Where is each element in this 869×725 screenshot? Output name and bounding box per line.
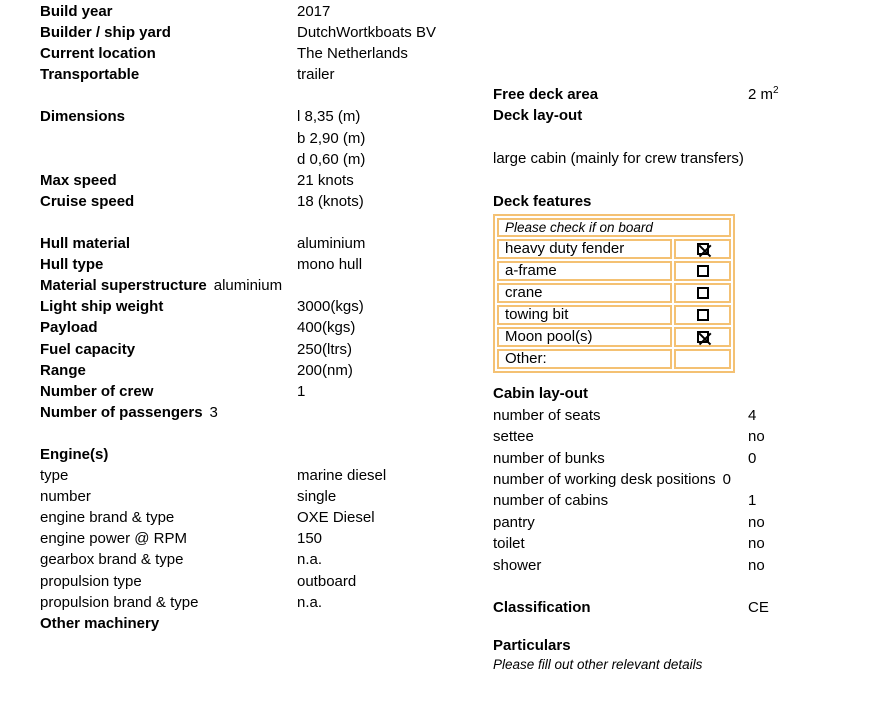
checkbox-a-frame[interactable]: [697, 265, 709, 277]
superscript: 2: [773, 85, 779, 96]
spec-value: CE: [748, 599, 769, 617]
spec-row-fuel-capacity: [40, 339, 470, 360]
section-title: Engine(s): [40, 445, 109, 463]
table-header-row: [497, 218, 731, 237]
spec-row-transportable: [40, 64, 470, 85]
spec-label: Free deck area: [493, 86, 599, 103]
feature-label: heavy duty fender: [497, 239, 672, 259]
spec-value: 2017: [297, 3, 331, 20]
spec-row-number-of-crew: [40, 381, 470, 402]
spec-label: Number of crew: [40, 382, 154, 400]
spec-label: Hull material: [40, 235, 131, 253]
spec-label: Payload: [40, 319, 98, 337]
spacer: [493, 576, 863, 597]
deck-features-table: [493, 214, 735, 373]
spec-row-working-desk-positions: [493, 469, 863, 490]
spec-row-pantry: [493, 512, 863, 533]
spec-label: settee: [493, 428, 534, 446]
spec-row-shower: [493, 555, 863, 576]
spec-row-engine-number: [40, 486, 470, 507]
spec-row-gearbox-brand: [40, 549, 470, 570]
spec-row-dimensions: [40, 106, 470, 127]
spec-row-builder: [40, 22, 470, 43]
spec-label: shower: [493, 556, 542, 574]
spec-row-build-year: [40, 1, 470, 22]
spec-row-number-of-bunks: [493, 448, 863, 469]
spec-label: Current location: [40, 45, 156, 63]
spec-value: no: [748, 513, 765, 531]
spec-value: trailer: [297, 66, 335, 84]
spec-label: number of bunks: [493, 449, 605, 467]
spec-row-payload: [40, 317, 470, 338]
spec-label: Range: [40, 361, 86, 379]
empty-cell: [674, 349, 731, 369]
spacer: [493, 127, 863, 148]
section-title-deck-features: Deck features: [493, 193, 592, 210]
table-row-a-frame: [497, 261, 731, 281]
spec-value: 3: [209, 403, 218, 421]
spec-row-range: [40, 360, 470, 381]
spec-row-engine-brand: [40, 507, 470, 528]
deck-layout-note: large cabin (mainly for crew transfers): [493, 150, 744, 168]
checkbox-crane[interactable]: [697, 287, 709, 299]
spec-value: 21 knots: [297, 171, 354, 189]
spec-value: 0: [748, 449, 757, 467]
spec-label: number of seats: [493, 406, 601, 424]
spec-row-dimensions-d: [40, 149, 470, 170]
left-column: [40, 1, 470, 634]
feature-label: Other:: [497, 349, 672, 369]
spec-label: Dimensions: [40, 108, 126, 126]
spec-value: 0: [722, 471, 731, 489]
checkbox-cell: [674, 305, 731, 325]
spec-row-dimensions-b: [40, 128, 470, 149]
particulars-note: Please fill out other relevant details: [493, 657, 703, 673]
table-row-moon-pools: [497, 327, 731, 347]
spec-value: d 0,60 (m): [297, 150, 366, 168]
spec-value: no: [748, 428, 765, 446]
spec-row-number-of-passengers: [40, 402, 470, 423]
section-title-cabin-layout: Cabin lay-out: [493, 385, 589, 403]
spec-row-engine-type: [40, 465, 470, 486]
spec-value: aluminium: [213, 277, 283, 295]
spec-row-toilet: [493, 533, 863, 554]
spacer: [40, 212, 470, 233]
feature-label: towing bit: [497, 305, 672, 325]
table-row-heavy-duty-fender: [497, 239, 731, 259]
spec-value: no: [748, 556, 765, 574]
feature-label: a-frame: [497, 261, 672, 281]
checkbox-towing-bit[interactable]: [697, 309, 709, 321]
spec-value: The Netherlands: [297, 45, 408, 63]
spec-label: Max speed: [40, 171, 117, 189]
table-header-cell: Please check if on board: [497, 218, 731, 237]
spec-row-settee: [493, 426, 863, 447]
spec-row-hull-material: [40, 233, 470, 254]
spec-value: DutchWortkboats BV: [297, 24, 436, 42]
cabin-layout-section: [493, 383, 863, 576]
spec-label: toilet: [493, 535, 525, 553]
spec-label: Builder / ship yard: [40, 24, 171, 42]
spec-row-light-ship-weight: [40, 296, 470, 317]
spec-row-engine-power: [40, 528, 470, 549]
section-title-engines: [40, 444, 470, 465]
spec-label: pantry: [493, 513, 535, 531]
table-row-crane: [497, 283, 731, 303]
spec-label: Fuel capacity: [40, 340, 136, 358]
spec-label: Cruise speed: [40, 192, 135, 210]
spec-row-number-of-seats: [493, 405, 863, 426]
spec-label: Build year: [40, 3, 113, 20]
spec-value: n.a.: [297, 551, 323, 569]
spec-row-max-speed: [40, 170, 470, 191]
spec-row-cruise-speed: [40, 191, 470, 212]
section-title-deck-layout: Deck lay-out: [493, 107, 583, 125]
spec-row-material-superstructure: [40, 275, 470, 296]
checkbox-heavy-duty-fender[interactable]: [697, 243, 709, 255]
checkbox-cell: [674, 261, 731, 281]
spec-label: number of cabins: [493, 492, 609, 510]
spec-label: Transportable: [40, 66, 140, 84]
section-title-other-machinery: [40, 613, 470, 634]
spec-row-free-deck-area: [493, 84, 863, 105]
spec-label: type: [40, 467, 69, 485]
spec-value: 150: [297, 530, 323, 548]
spacer: [40, 85, 470, 106]
table-row-other: [497, 349, 731, 369]
spec-label: number: [40, 488, 91, 506]
spec-label: Number of passengers: [40, 403, 203, 421]
spec-value: aluminium: [297, 235, 366, 253]
feature-label: crane: [497, 283, 672, 303]
spec-value: single: [297, 488, 337, 506]
spec-value: outboard: [297, 572, 357, 590]
spec-label: propulsion brand & type: [40, 593, 199, 611]
spec-label: engine brand & type: [40, 509, 175, 527]
spacer: [493, 619, 863, 635]
spec-row-propulsion-type: [40, 571, 470, 592]
spec-value: 1: [748, 492, 757, 510]
section-title-particulars: Particulars: [493, 636, 571, 654]
spacer: [40, 423, 470, 444]
spec-row-current-location: [40, 43, 470, 64]
spec-label: Hull type: [40, 256, 104, 274]
checkbox-cell: [674, 283, 731, 303]
spec-value: 2 $m^2$: [748, 85, 779, 103]
spec-value: b 2,90 (m): [297, 129, 366, 147]
spec-value: 4: [748, 406, 757, 424]
checkbox-cell: [674, 239, 731, 259]
spec-value: 1: [297, 382, 306, 400]
spec-row-hull-type: [40, 254, 470, 275]
section-title: Other machinery: [40, 614, 160, 632]
spec-label: engine power @ RPM: [40, 530, 187, 548]
checkbox-cell: [674, 327, 731, 347]
spec-value: 400(kgs): [297, 319, 356, 337]
spec-value: OXE Diesel: [297, 509, 375, 527]
spec-label: Material superstructure: [40, 277, 207, 295]
spec-row-propulsion-brand: [40, 592, 470, 613]
spec-value: marine diesel: [297, 467, 387, 485]
spec-value: mono hull: [297, 256, 363, 274]
right-column: [493, 84, 863, 673]
spec-value: 250(ltrs): [297, 340, 353, 358]
table-row-towing-bit: [497, 305, 731, 325]
spacer: [493, 170, 863, 191]
spec-value: 18 (knots): [297, 192, 364, 210]
spec-row-number-of-cabins: [493, 490, 863, 511]
spec-value: 200(nm): [297, 361, 353, 379]
spec-label: Classification: [493, 599, 591, 617]
spec-row-classification: [493, 597, 863, 618]
checkbox-moon-pools[interactable]: [697, 331, 709, 343]
spec-label: Light ship weight: [40, 298, 164, 316]
spec-label: number of working desk positions: [493, 471, 716, 489]
spec-value: 3000(kgs): [297, 298, 364, 316]
spec-value: n.a.: [297, 593, 323, 611]
spec-label: gearbox brand & type: [40, 551, 184, 569]
spec-label: propulsion type: [40, 572, 142, 590]
spec-value: l 8,35 (m): [297, 108, 361, 126]
spec-value: no: [748, 535, 765, 553]
feature-label: Moon pool(s): [497, 327, 672, 347]
